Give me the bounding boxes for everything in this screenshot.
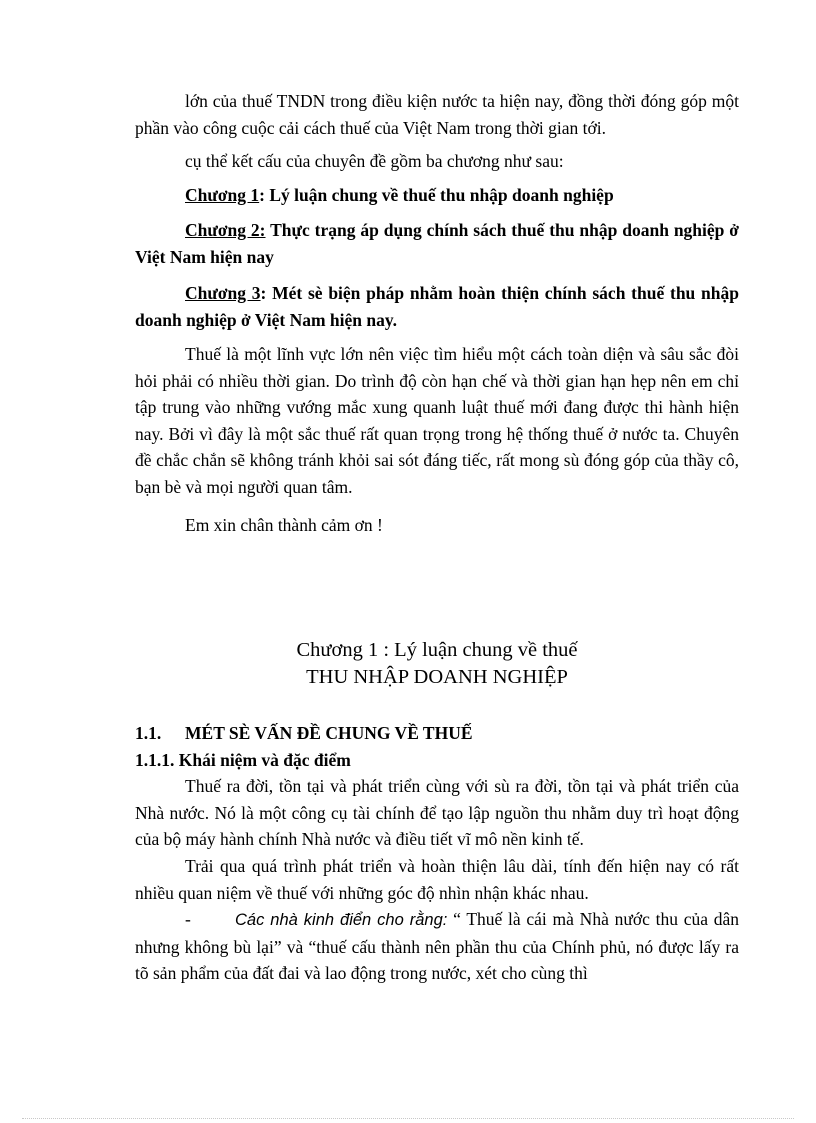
subsection-heading: 1.1.1. Khái niệm và đặc điểm bbox=[135, 750, 351, 770]
chapter-heading-line1: Chương 1 : Lý luận chung về thuế bbox=[296, 639, 578, 661]
chapter2-text: Thực trạng áp dụng chính sách thuế thu nhập doanh nghiệp ở Việt Nam hiện nay bbox=[135, 220, 739, 267]
chapter3-text: : Mét sè biện pháp nhằm hoàn thiện chính sách thuế thu nhập doanh nghiệp ở Việt Nam hiện nay. bbox=[135, 283, 739, 330]
body-paragraph-1: Thuế ra đời, tồn tại và phát triển cùng với sù ra đời, tồn tại và phát triển của Nhà nước. Nó là một công cụ tài chính để tạo lập nguồn thu nhằm duy trì hoạt động của bộ máy hành chính Nhà nước và điều tiết vĩ mô nền kinh tế. bbox=[135, 776, 739, 850]
scope-note-paragraph: Thuế là một lĩnh vực lớn nên việc tìm hiểu một cách toàn diện và sâu sắc đòi hỏi phải có nhiều thời gian. Do trình độ còn hạn chế và thời gian hạn hẹp nên em chỉ tập trung vào những vướng mắc xung quanh luật thuế mới đang được thi hành hiện nay. Bởi vì đây là một sắc thuế rất quan trọng trong hệ thống thuế ở nước ta. Chuyên đề chắc chắn sẽ không tránh khỏi sai sót đáng tiếc, rất mong sù đóng góp của thầy cô, bạn bè và mọi người quan tâm. bbox=[135, 344, 739, 497]
section-heading bbox=[135, 722, 473, 744]
section-number: 1.1. bbox=[135, 723, 162, 743]
chapter3-label: Chương 3 bbox=[185, 283, 261, 303]
page-footer-divider bbox=[22, 1118, 794, 1119]
chapter-heading-line2: THU NHẬP DOANH NGHIỆP bbox=[306, 666, 568, 688]
intro-continued-paragraph: lớn của thuế TNDN trong điều kiện nước ta hiện nay, đồng thời đóng góp một phần vào công cuộc cải cách thuế của Việt Nam trong thời gian tới. bbox=[135, 91, 739, 138]
chapter3-outline bbox=[135, 280, 739, 333]
bullet-lead: Các nhà kinh điển cho rằng: bbox=[235, 911, 448, 929]
thanks-paragraph: Em xin chân thành cảm ơn ! bbox=[185, 515, 383, 535]
chapter1-outline bbox=[135, 182, 739, 209]
body-paragraph-2: Trải qua quá trình phát triển và hoàn thiện lâu dài, tính đến hiện nay có rất nhiều quan niệm về thuế với những góc độ nhìn nhận khác nhau. bbox=[135, 856, 739, 903]
chapter2-outline bbox=[135, 217, 739, 270]
section-title: MÉT SÈ VẤN ĐỀ CHUNG VỀ THUẾ bbox=[185, 723, 473, 743]
chapter2-label: Chương 2: bbox=[185, 220, 266, 240]
chapter1-text: : Lý luận chung về thuế thu nhập doanh nghiệp bbox=[259, 185, 614, 205]
bullet-mark: - bbox=[185, 909, 191, 929]
bullet-text: “ Thuế là cái mà Nhà nước thu của dân nhưng không bù lại” và “thuế cấu thành nên phần thu của Chính phủ, nó được lấy ra tõ sản phẩm của đất đai và lao động trong nước, xét cho cùng thì bbox=[135, 909, 740, 984]
chapter1-label: Chương 1 bbox=[185, 185, 260, 205]
structure-intro-paragraph: cụ thể kết cấu của chuyên đề gồm ba chương như sau: bbox=[185, 151, 564, 171]
bullet-paragraph bbox=[135, 906, 739, 987]
